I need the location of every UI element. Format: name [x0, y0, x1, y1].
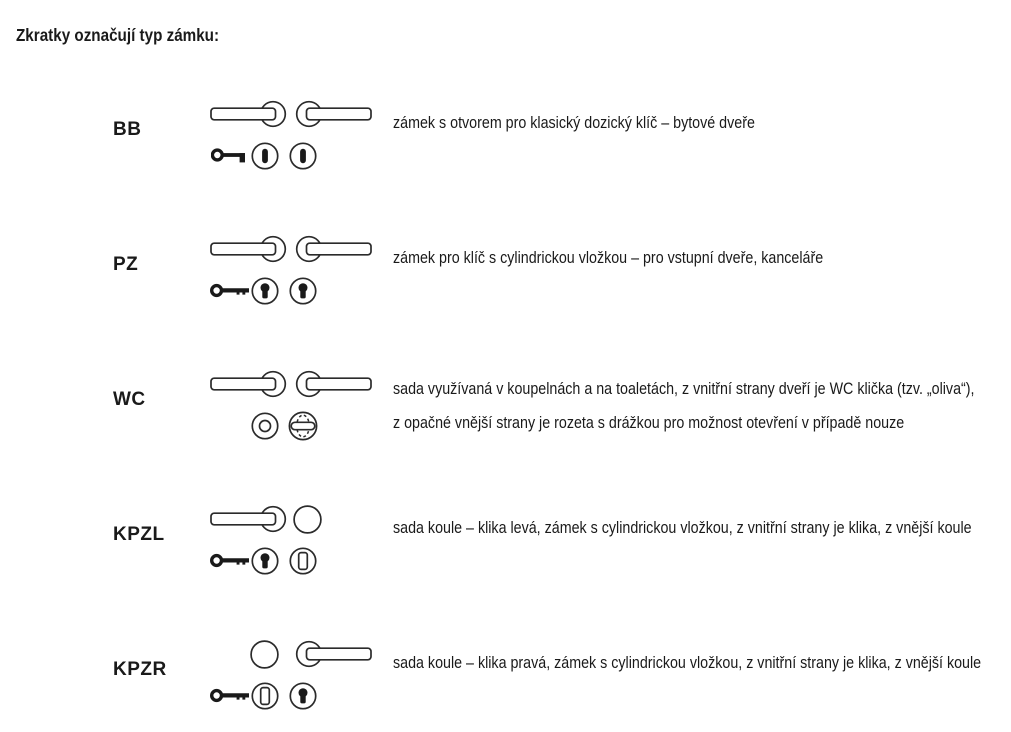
- cylinder-key-icon: [210, 552, 250, 569]
- lock-type-row-bb: [0, 100, 1011, 172]
- bb-keyhole-rosette-icon: [251, 142, 279, 170]
- lock-code: PZ: [113, 254, 139, 275]
- lock-type-row-pz: [0, 235, 1011, 307]
- lever-handle-left-icon: [210, 370, 287, 398]
- lock-description: [393, 113, 755, 133]
- bb-keyhole-rosette-icon: [289, 142, 317, 170]
- pz-keyhole-rosette-icon: [251, 547, 279, 575]
- lock-code: KPZL: [113, 524, 165, 545]
- lock-description-line: sada koule – klika levá, zámek s cylindrickou vložkou, z vnitřní strany je klika, z vnější koule: [393, 518, 972, 537]
- lock-type-row-kpzr: [0, 640, 1011, 712]
- lock-description-line: z opačné vnější strany je rozeta s drážkou pro možnost otevření v případě nouze: [393, 413, 905, 432]
- pz-keyhole-rosette-icon: [289, 277, 317, 305]
- lock-hardware-icons: [207, 640, 373, 712]
- cylinder-key-icon: [210, 687, 250, 704]
- lever-handle-right-icon: [295, 640, 372, 668]
- lever-handle-left-icon: [210, 100, 287, 128]
- blind-cylinder-rosette-icon: [289, 547, 317, 575]
- lock-description-line: sada koule – klika pravá, zámek s cylindrickou vložkou, z vnitřní strany je klika, z vnější koule: [393, 653, 982, 672]
- blind-cylinder-rosette-icon: [251, 682, 279, 710]
- lock-description: [393, 372, 975, 440]
- lock-hardware-icons: [207, 505, 373, 577]
- emergency-release-rosette-icon: [251, 412, 279, 440]
- lock-description: [393, 518, 972, 538]
- pz-keyhole-rosette-icon: [289, 682, 317, 710]
- lock-description-line: sada využívaná v koupelnách a na toaletách, z vnitřní strany dveří je WC klička (tzv. „oliva“),: [393, 379, 975, 398]
- classic-bit-key-icon: [211, 146, 248, 165]
- lever-handle-left-icon: [210, 505, 287, 533]
- lock-type-row-kpzl: [0, 505, 1011, 577]
- lock-type-row-wc: [0, 370, 1011, 442]
- wc-thumbturn-rosette-icon: [288, 411, 318, 441]
- lock-description: [393, 248, 823, 268]
- lock-hardware-icons: [207, 235, 373, 307]
- lock-hardware-icons: [207, 370, 373, 442]
- cylinder-key-icon: [210, 282, 250, 299]
- door-knob-icon: [293, 505, 322, 534]
- lock-code: KPZR: [113, 659, 167, 680]
- lever-handle-left-icon: [210, 235, 287, 263]
- lever-handle-right-icon: [295, 235, 372, 263]
- lock-code: WC: [113, 389, 146, 410]
- lock-description: [393, 653, 981, 673]
- lock-description-line: zámek pro klíč s cylindrickou vložkou – pro vstupní dveře, kanceláře: [393, 248, 824, 267]
- lock-code: BB: [113, 119, 142, 140]
- lock-hardware-icons: [207, 100, 373, 172]
- page-title: Zkratky označují typ zámku:: [16, 25, 220, 45]
- lock-description-line: zámek s otvorem pro klasický dozický klíč – bytové dveře: [393, 113, 755, 132]
- lever-handle-right-icon: [295, 370, 372, 398]
- lever-handle-right-icon: [295, 100, 372, 128]
- door-knob-icon: [250, 640, 279, 669]
- pz-keyhole-rosette-icon: [251, 277, 279, 305]
